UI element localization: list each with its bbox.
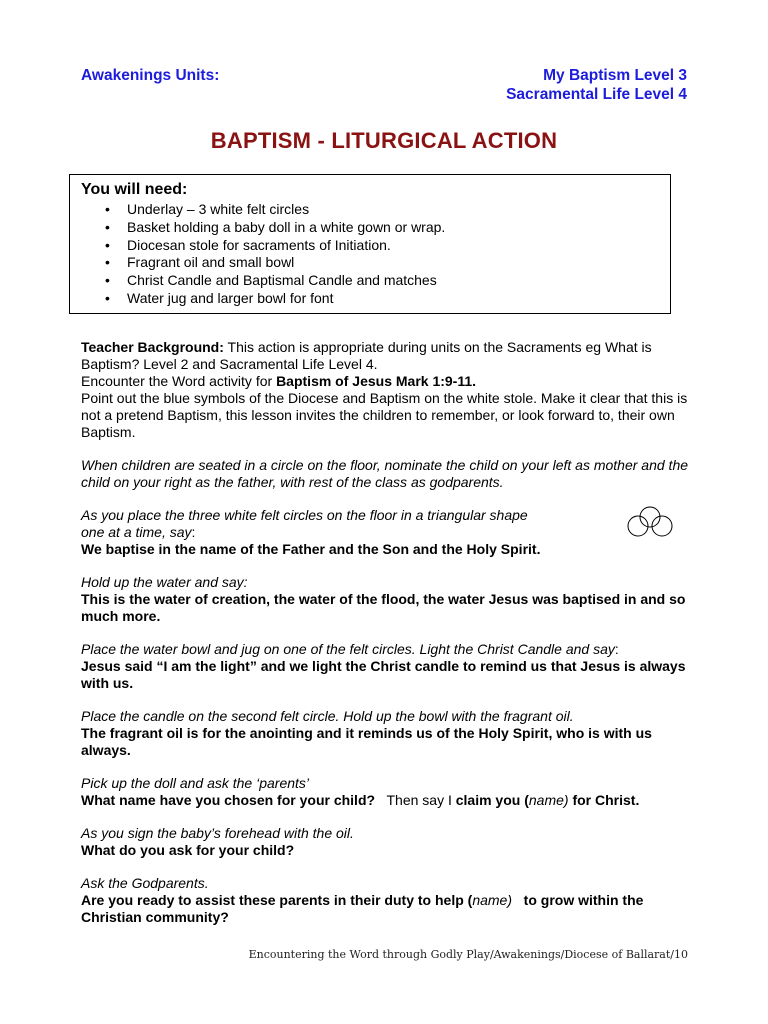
- circles-instruction-1: As you place the three white felt circles on the floor in a triangular shape: [81, 507, 528, 523]
- doll-instruction: Pick up the doll and ask the ‘parents’: [81, 775, 310, 791]
- header-levels: [506, 66, 687, 104]
- materials-heading: You will need:: [81, 181, 188, 198]
- oil-instruction: Place the candle on the second felt circle. Hold up the bowl with the fragrant oil.: [81, 708, 574, 724]
- lesson-body: [81, 339, 691, 926]
- candle-instruction: Place the water bowl and jug on one of the felt circles. Light the Christ Candle and say:: [81, 641, 619, 657]
- list-item: • Christ Candle and Baptismal Candle and matches: [105, 272, 437, 289]
- list-item: • Underlay – 3 white felt circles: [105, 201, 310, 217]
- candle-response: Jesus said “I am the light” and we light the Christ candle to remind us that Jesus is always with us.: [81, 658, 686, 691]
- circles-response: We baptise in the name of the Father and the Son and the Holy Spirit.: [81, 541, 541, 557]
- list-item: • Basket holding a baby doll in a white gown or wrap.: [105, 218, 446, 235]
- page-footer: Encountering the Word through Godly Play/Awakenings/Diocese of Ballarat/10: [248, 948, 688, 961]
- sign-response: What do you ask for your child?: [81, 842, 295, 858]
- bullet-icon: •: [105, 201, 110, 217]
- seating-instruction: When children are seated in a circle on the floor, nominate the child on your left as mother and the child on your right as the father, with rest of the class as godparents.: [81, 457, 689, 490]
- water-response: This is the water of creation, the water of the flood, the water Jesus was baptised in and so much more.: [81, 591, 686, 624]
- header-level-2: Sacramental Life Level 4: [506, 86, 687, 103]
- teacher-background: Teacher Background: This action is appropriate during units on the Sacraments eg What is Baptism? Level 2 and Sacramental Life Level 4.: [81, 339, 652, 372]
- bullet-icon: •: [105, 254, 110, 271]
- page-title: BAPTISM - LITURGICAL ACTION: [210, 128, 558, 153]
- three-circles-icon: [624, 504, 676, 542]
- list-item: • Diocesan stole for sacraments of Initiation.: [105, 236, 391, 253]
- circles-instruction-2: one at a time, say:: [81, 524, 196, 540]
- oil-response: The fragrant oil is for the anointing and it reminds us of the Holy Spirit, who is with us always.: [81, 725, 652, 758]
- bullet-icon: •: [105, 289, 110, 306]
- water-instruction: Hold up the water and say:: [81, 574, 248, 590]
- godparents-instruction: Ask the Godparents.: [81, 875, 209, 891]
- materials-list: [70, 201, 445, 308]
- godparents-response: Are you ready to assist these parents in their duty to help (name) to grow within the Christian community?: [81, 892, 648, 925]
- header-level-1: My Baptism Level 3: [543, 67, 687, 84]
- bullet-icon: •: [105, 218, 110, 235]
- bullet-icon: •: [105, 236, 110, 253]
- materials-box: [69, 174, 671, 314]
- sign-instruction: As you sign the baby’s forehead with the oil.: [81, 825, 354, 841]
- background-note: Point out the blue symbols of the Diocese and Baptism on the white stole. Make it clear that this is not a pretend Baptism, this lesson invites the children to remember, or look forward to, their own Baptism.: [81, 390, 688, 440]
- bullet-icon: •: [105, 272, 110, 289]
- list-item: • Fragrant oil and small bowl: [105, 254, 295, 271]
- encounter-line: Encounter the Word activity for Baptism of Jesus Mark 1:9-11.: [81, 373, 477, 389]
- doll-response: What name have you chosen for your child? Then say I claim you (name) for Christ.: [81, 792, 640, 808]
- list-item: • Water jug and larger bowl for font: [105, 289, 334, 306]
- header-units-label: Awakenings Units:: [81, 67, 220, 84]
